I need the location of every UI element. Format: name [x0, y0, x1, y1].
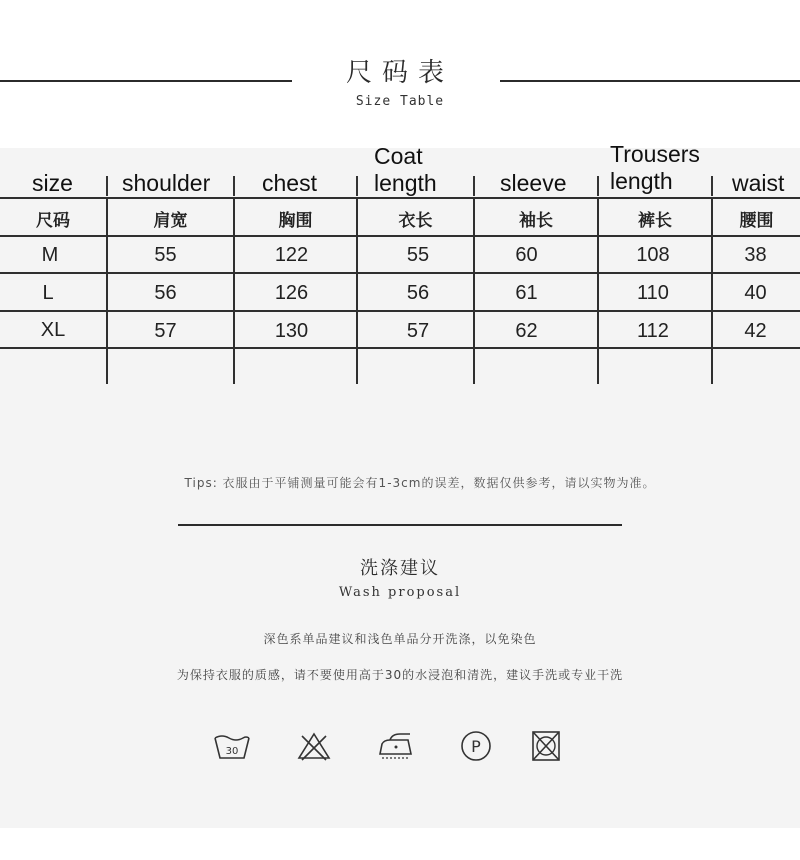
- trousers-length-cell: 108: [636, 244, 670, 266]
- cn-header-sleeve: 袖长: [519, 211, 553, 231]
- dry-clean-p-icon: [456, 728, 496, 764]
- waist-cell: 40: [744, 282, 767, 304]
- table-rule: [0, 347, 800, 349]
- no-tumble-dry-icon: [526, 728, 566, 764]
- table-rule: [0, 197, 800, 199]
- chest-cell: 130: [274, 320, 309, 342]
- wash-title: 洗涤建议: [360, 558, 440, 579]
- shoulder-cell: 57: [154, 320, 177, 342]
- table-rule: [0, 272, 800, 274]
- coat-length-cell: 56: [406, 282, 430, 304]
- dry-clean-label: P: [471, 737, 481, 756]
- coat-length-cell: 57: [406, 320, 430, 342]
- wash-30-icon: [212, 728, 252, 764]
- no-bleach-icon: [294, 728, 334, 764]
- header-coat-line2: length: [374, 170, 437, 196]
- header-waist: waist: [732, 170, 785, 196]
- wash-note-2: 为保持衣服的质感，请不要使用高于30的水浸泡和清洗，建议手洗或专业干洗: [176, 668, 624, 682]
- cn-header-chest: 胸围: [278, 211, 313, 231]
- header-trousers-line1: Trousers: [610, 141, 700, 167]
- header-divider: [106, 176, 108, 196]
- header-divider: [711, 176, 713, 196]
- sleeve-cell: 60: [515, 244, 538, 266]
- header-divider: [356, 176, 358, 196]
- cn-header-waist: 腰围: [739, 211, 774, 231]
- cn-header-trousers-length: 裤长: [638, 211, 672, 231]
- shoulder-cell: 56: [154, 282, 177, 304]
- table-rule: [0, 235, 800, 237]
- trousers-length-cell: 110: [637, 282, 669, 304]
- page-title: 尺码表: [345, 58, 454, 88]
- shoulder-cell: 55: [154, 244, 177, 266]
- page-subtitle: Size Table: [355, 94, 445, 109]
- header-coat-line1: Coat: [374, 143, 423, 169]
- coat-length-cell: 55: [406, 244, 430, 266]
- header-size: size: [32, 170, 73, 196]
- waist-cell: 38: [744, 244, 767, 266]
- chest-cell: 122: [274, 244, 309, 266]
- header-coat-length: [374, 143, 437, 197]
- header-trousers-length: [610, 141, 700, 195]
- section-divider: [178, 524, 622, 526]
- title-rule-left: [0, 80, 292, 82]
- header-divider: [473, 176, 475, 196]
- header-shoulder: shoulder: [122, 170, 211, 196]
- cn-header-shoulder: 肩宽: [153, 211, 188, 231]
- header-divider: [597, 176, 599, 196]
- header-sleeve: sleeve: [500, 170, 567, 196]
- cn-header-size: 尺码: [36, 211, 70, 231]
- header-divider: [233, 176, 235, 196]
- measurement-tips: Tips: 衣服由于平铺测量可能会有1-3cm的误差，数据仅供参考，请以实物为准。: [184, 476, 656, 490]
- table-rule: [0, 310, 800, 312]
- header-chest: chest: [262, 170, 317, 196]
- trousers-length-cell: 112: [637, 320, 669, 342]
- sleeve-cell: 62: [515, 320, 538, 342]
- iron-low-icon: [376, 728, 416, 764]
- cn-header-coat-length: 衣长: [398, 211, 433, 231]
- size-cell: XL: [40, 319, 66, 341]
- wash-temp-label: 30: [225, 746, 239, 757]
- sleeve-cell: 61: [515, 282, 538, 304]
- wash-note-1: 深色系单品建议和浅色单品分开洗涤，以免染色: [263, 632, 537, 646]
- waist-cell: 42: [744, 320, 767, 342]
- chest-cell: 126: [274, 282, 309, 304]
- footer-area: [0, 828, 800, 860]
- size-cell: M: [41, 244, 59, 266]
- wash-subtitle: Wash proposal: [338, 585, 462, 600]
- header-trousers-line2: length: [610, 168, 673, 194]
- title-rule-right: [500, 80, 800, 82]
- size-cell: L: [42, 282, 54, 304]
